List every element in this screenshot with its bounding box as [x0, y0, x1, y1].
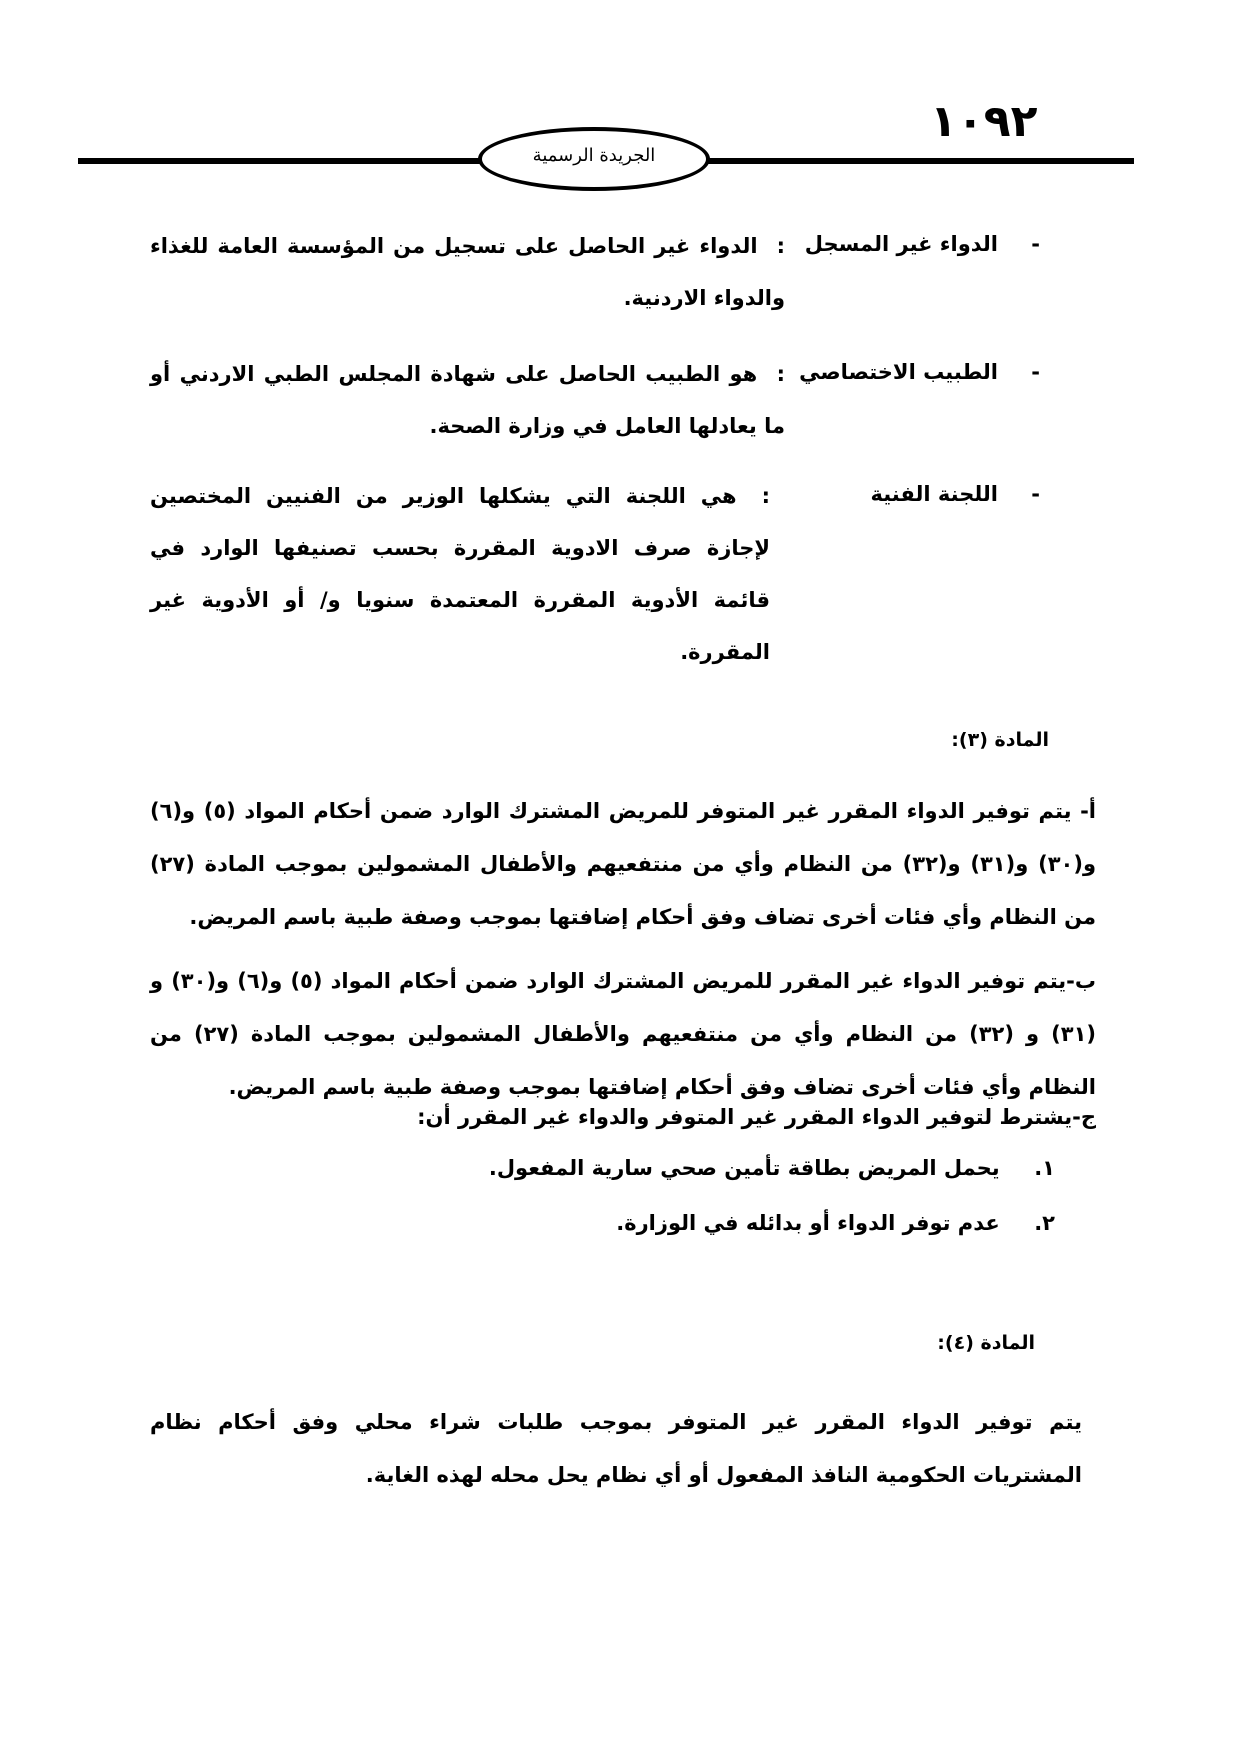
definition-colon: : [776, 362, 785, 386]
article-4-title: المادة (٤): [937, 1332, 1035, 1354]
gazette-title: الجريدة الرسمية [532, 144, 656, 166]
definition-text-block [150, 348, 785, 452]
condition-item [489, 1156, 1055, 1180]
definition-dash: - [1031, 360, 1040, 384]
article-4-paragraph: يتم توفير الدواء المقرر غير المتوفر بموجب طلبات شراء محلي وفق أحكام نظام المشتريات الحكومية النافذ المفعول أو أي نظام يحل محله لهذه الغاية. [150, 1410, 1082, 1487]
definition-dash: - [1031, 482, 1040, 506]
article-3-paragraph-a: أ- يتم توفير الدواء المقرر غير المتوفر للمريض المشترك الوارد ضمن أحكام المواد (٥) و(٦) و(٣٠) و(٣١) و(٣٢) من النظام وأي من منتفعيهم والأطفال المشمولين بموجب المادة (٢٧) من النظام وأي فئات أخرى تضاف وفق أحكام إضافتها بموجب وصفة طبية باسم المريض. [150, 799, 1097, 929]
definition-dash: - [1031, 232, 1040, 256]
condition-number: ١. [1034, 1156, 1055, 1180]
definition-term: الطبيب الاختصاصي [799, 360, 998, 384]
condition-text: عدم توفر الدواء أو بدائله في الوزارة. [616, 1211, 1000, 1235]
definition-term: اللجنة الفنية [870, 482, 998, 506]
condition-text: يحمل المريض بطاقة تأمين صحي سارية المفعول. [488, 1156, 1000, 1180]
condition-item [616, 1211, 1055, 1235]
definition-text: الدواء غير الحاصل على تسجيل من المؤسسة العامة للغذاء والدواء الاردنية. [150, 234, 785, 310]
definition-text-block [150, 220, 785, 324]
article-3-paragraph-b: ب-يتم توفير الدواء غير المقرر للمريض المشترك الوارد ضمن أحكام المواد (٥) و(٦) و(٣٠) و (٣١) و (٣٢) من النظام وأي من منتفعيهم والأطفال المشمولين بموجب المادة (٢٧) من النظام وأي فئات أخرى تضاف وفق أحكام إضافتها بموجب وصفة طبية باسم المريض. [150, 969, 1097, 1099]
definition-text: هي اللجنة التي يشكلها الوزير من الفنيين المختصين لإجازة صرف الادوية المقررة بحسب تصنيفها الوارد في قائمة الأدوية المقررة المعتمدة سنويا و/ أو الأدوية غير المقررة. [150, 484, 770, 664]
definition-term: الدواء غير المسجل [804, 232, 998, 256]
article-3-title: المادة (٣): [951, 729, 1049, 751]
article-3-paragraph-c: ج-يشترط لتوفير الدواء المقرر غير المتوفر والدواء غير المقرر أن: [417, 1105, 1096, 1129]
gazette-title-oval [478, 127, 710, 191]
definition-colon: : [776, 234, 785, 258]
page-number: ١٠٩٢ [930, 96, 1038, 147]
definition-text: هو الطبيب الحاصل على شهادة المجلس الطبي الاردني أو ما يعادلها العامل في وزارة الصحة. [150, 362, 785, 438]
definition-colon: : [761, 484, 770, 508]
definition-text-block [150, 470, 770, 678]
condition-number: ٢. [1034, 1211, 1055, 1235]
